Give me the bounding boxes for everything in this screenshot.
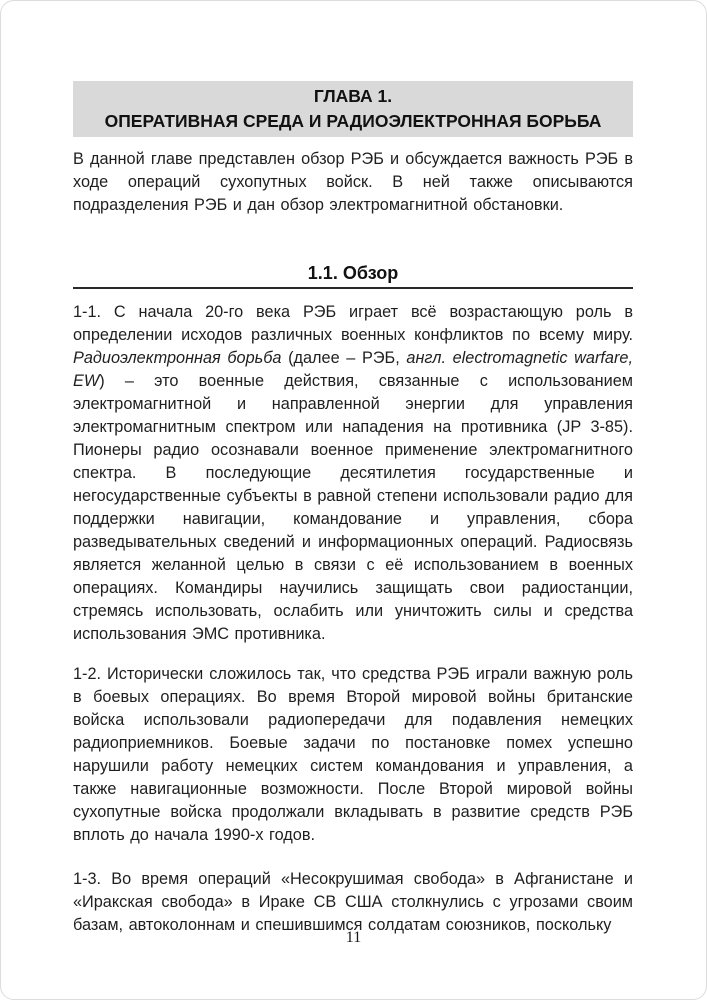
text-run: 1-1. С начала 20-го века РЭБ играет всё возрастающую роль в определении исходов различных военных конфликтов по всему миру. — [73, 303, 633, 344]
text-run: (далее – РЭБ, — [281, 349, 407, 367]
text-run-italic: Радиоэлектронная борьба — [73, 349, 282, 367]
chapter-number: ГЛАВА 1. — [313, 86, 393, 106]
paragraph-1-3: 1-3. Во время операций «Несокрушимая свобода» в Афганистане и «Иракская свобода» в Ираке СВ США столкнулись с угрозами своим базам, автоколоннам и спешившимся солдатам союзников, поскольку — [73, 870, 633, 934]
paragraph-1-2: 1-2. Исторически сложилось так, что средства РЭБ играли важную роль в боевых операциях. Во время Второй мировой войны британские войска использовали радиопередачи для подавления немецких радиоприемников. Боевые задачи по постановке помех успешно нарушили работу немецких систем командования и управления, а также навигационные возможности. После Второй мировой войны сухопутные войска продолжали вкладывать в развитие средств РЭБ вплоть до начала 1990-х годов. — [73, 665, 633, 844]
page-content — [1, 81, 706, 937]
chapter-title: ОПЕРАТИВНАЯ СРЕДА И РАДИОЭЛЕКТРОННАЯ БОРЬБА — [104, 110, 602, 131]
paragraph-1-1 — [73, 301, 633, 646]
chapter-header-box — [73, 81, 633, 137]
section-divider — [73, 287, 633, 289]
section-heading: 1.1. Обзор — [307, 263, 399, 283]
page-number: 11 — [345, 929, 362, 946]
text-run: ) – это военные действия, связанные с использованием электромагнитной и направленной энергии для управления электромагнитным спектром или нападения на противника (JP 3-85). Пионеры радио осознавали военное применение электромагнитного спектра. В последующие десятилетия государственные и негосударственные субъекты в равной степени использовали радио для поддержки навигации, командование и управления, сбора разведывательных сведений и информационных операций. Радиосвязь является желанной целью в связи с её использованием в военных операциях. Командиры научились защищать свои радиостанции, стремясь использовать, ослабить или уничтожить силы и средства использования ЭМС противника. — [73, 372, 633, 643]
intro-paragraph: В данной главе представлен обзор РЭБ и обсуждается важность РЭБ в ходе операций сухопутных войск. В ней также описываются подразделения РЭБ и дан обзор электромагнитной обстановки. — [73, 150, 633, 214]
text-run-italic: англ. electromagnetic warfare, EW — [73, 349, 633, 390]
